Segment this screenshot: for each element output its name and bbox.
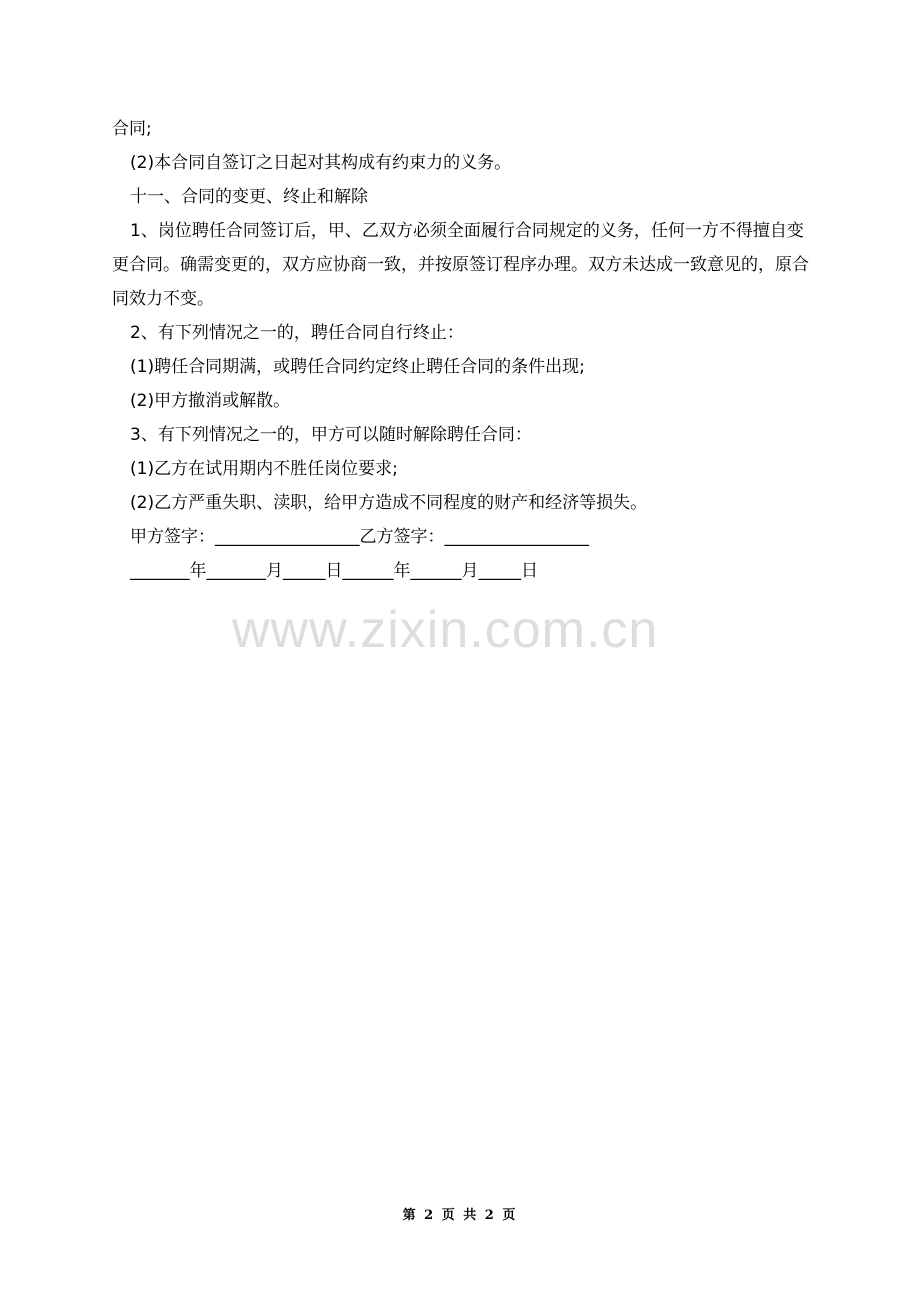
paragraph-clause-2-item-1: (1)聘任合同期满，或聘任合同约定终止聘任合同的条件出现;: [130, 357, 585, 377]
section-heading-change-termination: 十一、合同的变更、终止和解除: [130, 187, 368, 207]
paragraph-clause-1: 1、岗位聘任合同签订后，甲、乙双方必须全面履行合同规定的义务，任何一方不得擅自变更合同。确需变更的，双方应协商一致，并按原签订程序办理。双方未达成一致意见的，原合同效力不变。: [112, 221, 809, 309]
paragraph-clause-2: 2、有下列情况之一的，聘任合同自行终止：: [130, 323, 464, 343]
paragraph-clause-2-item-2: (2)甲方撤消或解散。: [130, 391, 291, 411]
watermark: www.zixin.com.cn: [232, 601, 659, 659]
signature-line: 甲方签字：_________________乙方签字：_________________: [130, 527, 589, 547]
paragraph-binding-obligation: (2)本合同自签订之日起对其构成有约束力的义务。: [130, 153, 512, 173]
page-number-footer: 第 2 页 共 2 页: [402, 1208, 518, 1223]
paragraph-clause-3: 3、有下列情况之一的，甲方可以随时解除聘任合同：: [130, 425, 532, 445]
document-body: [112, 112, 812, 588]
paragraph-contract-continued: 合同;: [112, 119, 152, 139]
paragraph-clause-3-item-2: (2)乙方严重失职、渎职，给甲方造成不同程度的财产和经济等损失。: [130, 493, 648, 513]
date-line: _______年_______月_____日______年______月_____日: [130, 561, 538, 581]
paragraph-clause-3-item-1: (1)乙方在试用期内不胜任岗位要求;: [130, 459, 398, 479]
